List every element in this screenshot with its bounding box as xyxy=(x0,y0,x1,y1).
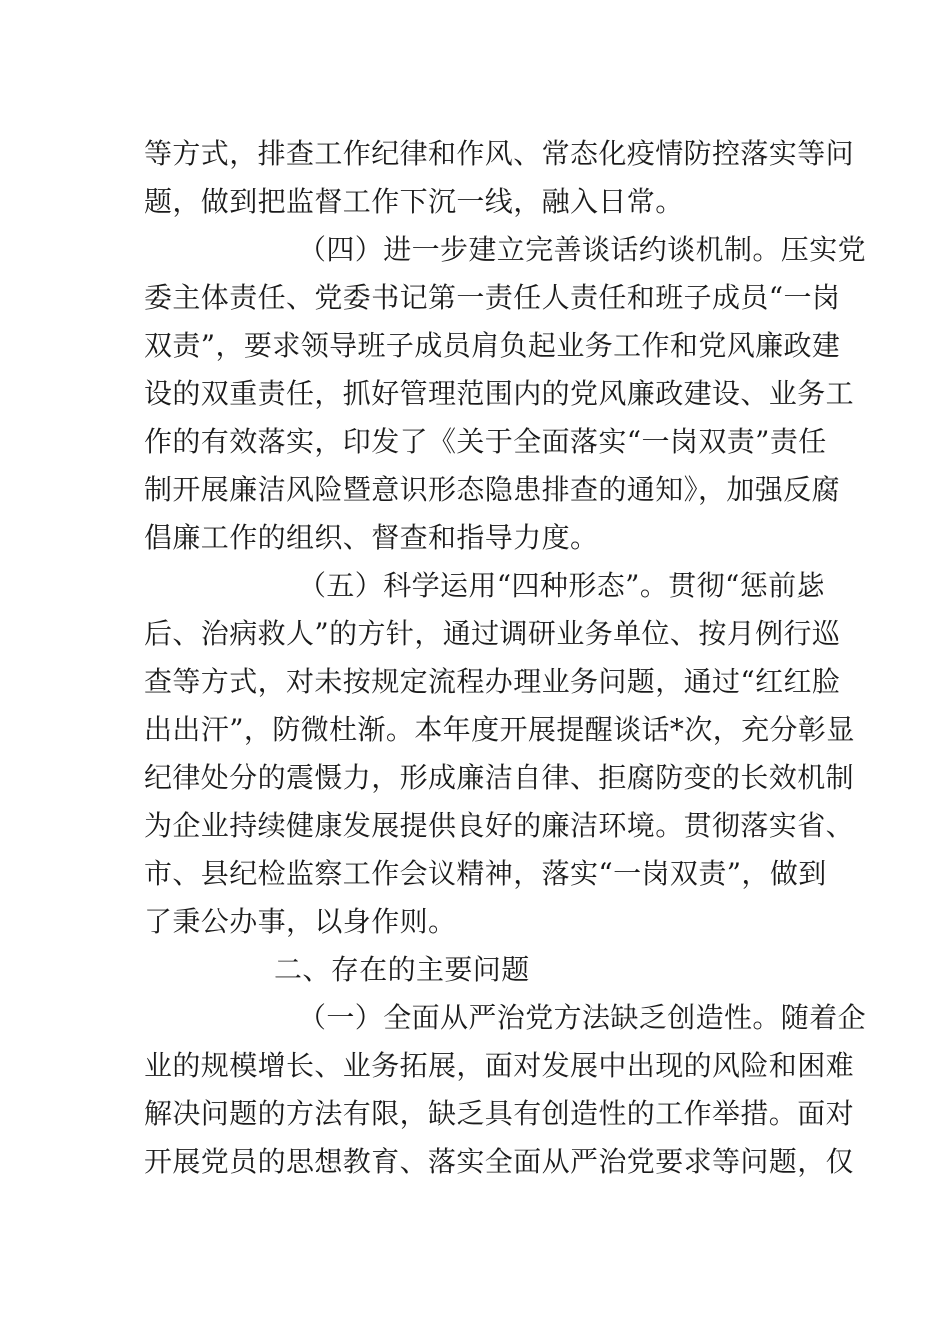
paragraph-line: 设的双重责任，抓好管理范围内的党风廉政建设、业务工 xyxy=(144,377,855,410)
paragraph-line: 后、治病救人”的方针，通过调研业务单位、按月例行巡 xyxy=(144,617,841,650)
paragraph-line: 查等方式，对未按规定流程办理业务问题，通过“红红脸 xyxy=(144,665,841,698)
paragraph-line: 委主体责任、党委书记第一责任人责任和班子成员“一岗 xyxy=(144,281,841,314)
paragraph-line: 制开展廉洁风险暨意识形态隐患排查的通知》，加强反腐 xyxy=(144,473,841,506)
paragraph-line: （四）进一步建立完善谈话约谈机制。压实党 xyxy=(298,233,867,266)
section-heading: 二、存在的主要问题 xyxy=(274,953,530,986)
paragraph-line: 倡廉工作的组织、督查和指导力度。 xyxy=(144,521,599,554)
paragraph-line: 市、县纪检监察工作会议精神，落实“一岗双责”，做到 xyxy=(144,857,827,890)
paragraph-line: 了秉公办事，以身作则。 xyxy=(144,905,457,938)
paragraph-line: 纪律处分的震慑力，形成廉洁自律、拒腐防变的长效机制 xyxy=(144,761,855,794)
paragraph-line: 为企业持续健康发展提供良好的廉洁环境。贯彻落实省、 xyxy=(144,809,855,842)
paragraph-line: 解决问题的方法有限，缺乏具有创造性的工作举措。面对 xyxy=(144,1097,855,1130)
paragraph-line: （一）全面从严治党方法缺乏创造性。随着企 xyxy=(298,1001,867,1034)
paragraph-line: 出出汗”，防微杜渐。本年度开展提醒谈话*次，充分彰显 xyxy=(144,713,855,746)
paragraph-line: （五）科学运用“四种形态”。贯彻“惩前毖 xyxy=(298,569,825,602)
paragraph-line: 题，做到把监督工作下沉一线，融入日常。 xyxy=(144,185,684,218)
paragraph-line: 业的规模增长、业务拓展，面对发展中出现的风险和困难 xyxy=(144,1049,855,1082)
paragraph-line: 等方式，排查工作纪律和作风、常态化疫情防控落实等问 xyxy=(144,137,855,170)
paragraph-line: 双责”，要求领导班子成员肩负起业务工作和党风廉政建 xyxy=(144,329,841,362)
paragraph-line: 开展党员的思想教育、落实全面从严治党要求等问题，仅 xyxy=(144,1145,855,1178)
paragraph-line: 作的有效落实，印发了《关于全面落实“一岗双责”责任 xyxy=(144,425,827,458)
